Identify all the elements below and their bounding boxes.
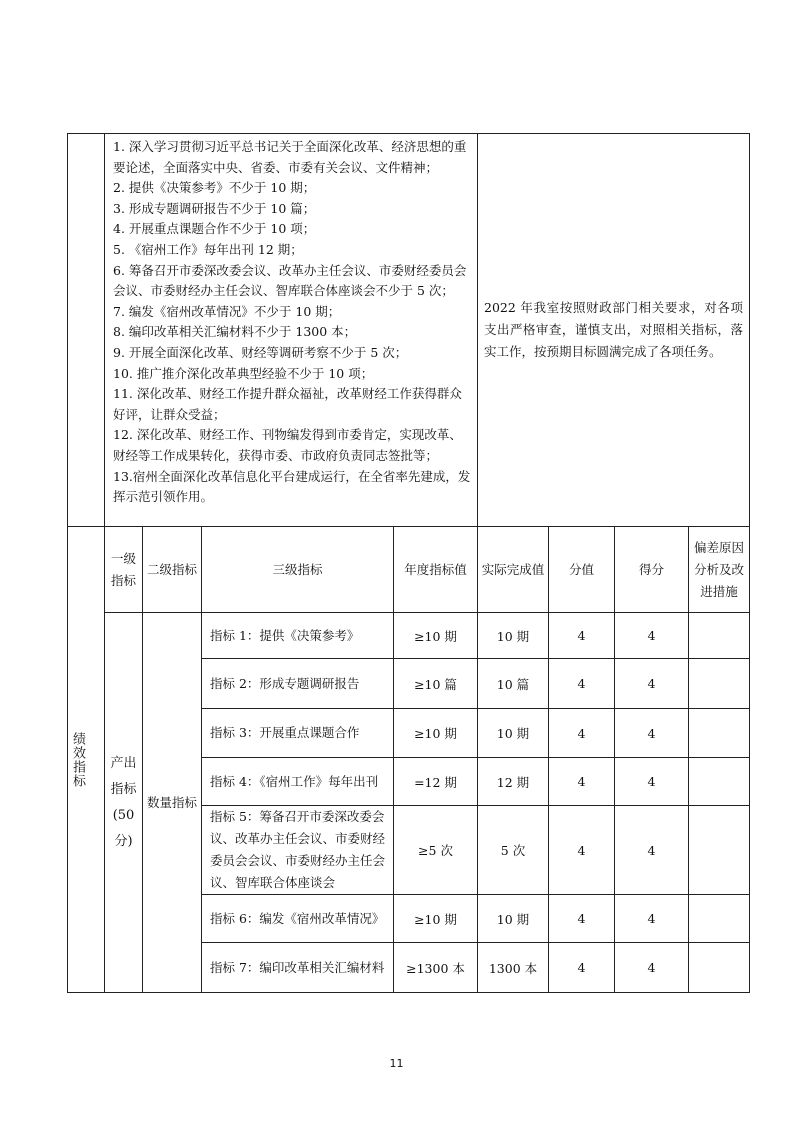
header-got: 得分 (615, 527, 689, 613)
indicator-target: ≥10 篇 (394, 659, 478, 709)
header-target: 年度指标值 (394, 527, 478, 613)
goal-item: 12. 深化改革、财经工作、刊物编发得到市委肯定，实现改革、财经等工作成果转化，获得市委、市政府负责同志签批等； (113, 427, 462, 463)
level1-value: 产出指标(50分) (105, 613, 143, 993)
goals-row (68, 134, 750, 527)
indicator-score: 4 (549, 943, 615, 993)
indicator-got: 4 (615, 758, 689, 806)
goal-item: 9. 开展全面深化改革、财经等调研考察不少于 5 次； (113, 344, 408, 360)
indicator-name: 指标 3：开展重点课题合作 (202, 709, 394, 758)
indicator-score: 4 (549, 806, 615, 895)
indicator-actual: 1300 本 (478, 943, 549, 993)
indicator-target: ≥10 期 (394, 895, 478, 943)
indicator-got: 4 (615, 806, 689, 895)
indicator-got: 4 (615, 895, 689, 943)
header-deviation: 偏差原因分析及改进措施 (689, 527, 750, 613)
indicator-target: ≥1300 本 (394, 943, 478, 993)
indicator-got: 4 (615, 659, 689, 709)
completion-summary: 2022 年我室按照财政部门相关要求，对各项支出严格审查，谨慎支出，对照相关指标，落实工作，按预期目标圆满完成了各项任务。 (478, 134, 750, 527)
indicator-deviation (689, 758, 750, 806)
goal-item: 6. 筹备召开市委深改委会议、改革办主任会议、市委财经委员会会议、市委财经办主任会议、智库联合体座谈会不少于 5 次； (113, 262, 467, 299)
indicator-name: 指标 4：《宿州工作》每年出刊 (202, 758, 394, 806)
indicator-actual: 5 次 (478, 806, 549, 895)
indicator-deviation (689, 895, 750, 943)
header-level2: 二级指标 (143, 527, 202, 613)
indicator-deviation (689, 613, 750, 659)
goal-item: 10. 推广推介深化改革典型经验不少于 10 项； (113, 365, 374, 381)
goal-item: 1. 深入学习贯彻习近平总书记关于全面深化改革、经济思想的重要论述，全面落实中央、省委、市委有关会议、文件精神； (113, 139, 467, 175)
table-row (68, 613, 750, 659)
indicator-name: 指标 7：编印改革相关汇编材料 (202, 943, 394, 993)
indicator-deviation (689, 659, 750, 709)
indicator-score: 4 (549, 659, 615, 709)
indicator-target: ≥10 期 (394, 613, 478, 659)
indicator-name: 指标 2：形成专题调研报告 (202, 659, 394, 709)
indicator-actual: 10 期 (478, 613, 549, 659)
header-row (68, 527, 750, 613)
indicator-actual: 10 篇 (478, 659, 549, 709)
performance-table (67, 133, 750, 993)
indicator-score: 4 (549, 613, 615, 659)
indicator-name: 指标 1：提供《决策参考》 (202, 613, 394, 659)
goal-item: 3. 形成专题调研报告不少于 10 篇； (113, 200, 316, 216)
blank-cell (68, 134, 105, 527)
goal-item: 13.宿州全面深化改革信息化平台建成运行，在全省率先建成，发挥示范引领作用。 (113, 468, 471, 505)
page-number: 11 (389, 1057, 404, 1070)
indicator-score: 4 (549, 709, 615, 758)
goal-item: 7. 编发《宿州改革情况》不少于 10 期； (113, 303, 341, 319)
goal-item: 4. 开展重点课题合作不少于 10 项； (113, 221, 316, 237)
goal-item: 8. 编印改革相关汇编材料不少于 1300 本； (113, 324, 357, 340)
side-label: 绩效指标 (70, 731, 85, 788)
level2-value: 数量指标 (143, 613, 202, 993)
indicator-score: 4 (549, 895, 615, 943)
indicator-name: 指标 5：筹备召开市委深改委会议、改革办主任会议、市委财经委员会会议、市委财经办主任会议、智库联合体座谈会 (202, 806, 394, 895)
indicator-actual: 10 期 (478, 895, 549, 943)
indicator-name: 指标 6：编发《宿州改革情况》 (202, 895, 394, 943)
goal-item: 2. 提供《决策参考》不少于 10 期； (113, 180, 316, 196)
indicator-target: =12 期 (394, 758, 478, 806)
indicator-got: 4 (615, 709, 689, 758)
header-actual: 实际完成值 (478, 527, 549, 613)
indicator-deviation (689, 709, 750, 758)
header-level3: 三级指标 (202, 527, 394, 613)
indicator-actual: 10 期 (478, 709, 549, 758)
indicator-actual: 12 期 (478, 758, 549, 806)
header-score: 分值 (549, 527, 615, 613)
header-level1: 一级指标 (105, 527, 143, 613)
indicator-target: ≥5 次 (394, 806, 478, 895)
indicator-score: 4 (549, 758, 615, 806)
indicator-deviation (689, 806, 750, 895)
goals-list (105, 134, 478, 527)
goal-item: 5. 《宿州工作》每年出刊 12 期； (113, 241, 303, 257)
indicator-deviation (689, 943, 750, 993)
indicator-target: ≥10 期 (394, 709, 478, 758)
indicator-got: 4 (615, 943, 689, 993)
indicator-got: 4 (615, 613, 689, 659)
goal-item: 11. 深化改革、财经工作提升群众福祉，改革财经工作获得群众好评，让群众受益； (113, 386, 462, 422)
side-label-cell (68, 527, 105, 993)
